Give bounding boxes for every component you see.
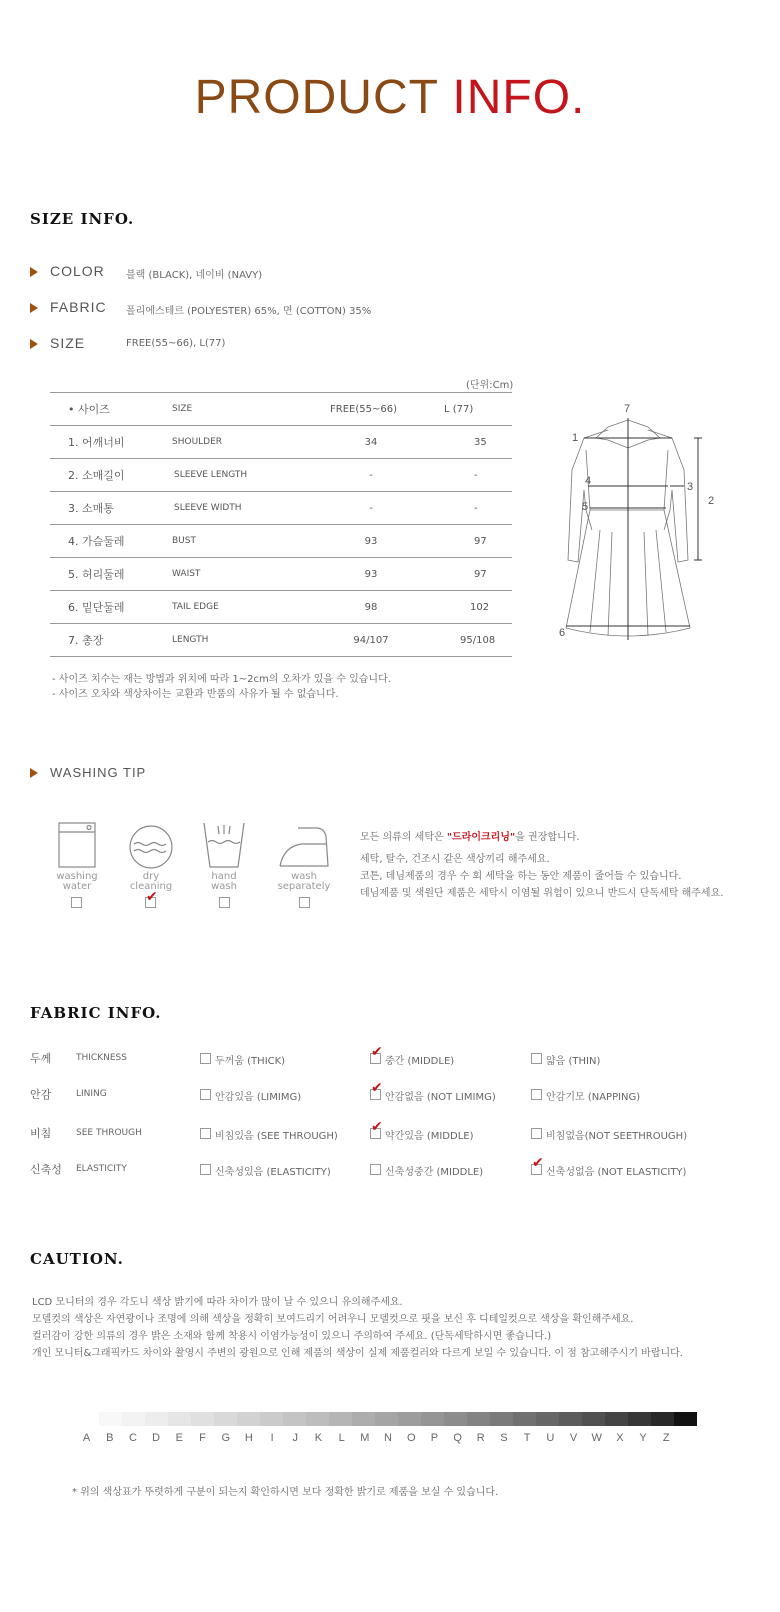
gray-swatch (559, 1412, 582, 1426)
washing-water-checkbox[interactable] (71, 897, 82, 908)
table-row: 3. 소매통 SLEEVE WIDTH - - (50, 492, 512, 525)
gray-letter: X (616, 1432, 624, 1444)
check-mark-icon: ✔ (371, 1044, 383, 1060)
fabric-option-label: 비침없음(NOT SEETHROUGH) (546, 1131, 688, 1142)
gray-letter: V (569, 1432, 578, 1444)
check-mark-icon: ✔ (371, 1080, 383, 1096)
wash-separately-checkbox[interactable] (299, 897, 310, 908)
fabric-option-label: 비침있음 (SEE THROUGH) (215, 1131, 338, 1142)
fabric-row-label-en: THICKNESS (76, 1053, 127, 1063)
gray-letter: C (128, 1432, 137, 1444)
diagram-label: 6 (559, 627, 566, 639)
size-info-heading: SIZE INFO. (30, 210, 135, 228)
fabric-row-label-en: ELASTICITY (76, 1164, 127, 1174)
bullet-triangle-icon (30, 303, 38, 313)
fabric-option-label: 신축성있음 (ELASTICITY) (215, 1167, 331, 1178)
gray-swatch (306, 1412, 329, 1426)
gray-letter: P (430, 1432, 439, 1444)
fabric-option-label: 얇음 (THIN) (546, 1056, 601, 1067)
gray-swatch (352, 1412, 375, 1426)
bullet-triangle-icon (30, 339, 38, 349)
gray-swatch (536, 1412, 559, 1426)
gray-swatch (260, 1412, 283, 1426)
gray-letter: R (476, 1432, 485, 1444)
gray-letter: G (221, 1432, 230, 1444)
fabric-option-label: 신축성중간 (MIDDLE) (385, 1167, 484, 1178)
gray-swatch (168, 1412, 191, 1426)
page-title: PRODUCT INFO. (194, 71, 586, 124)
gray-letter: Q (453, 1432, 462, 1444)
fabric-value: 폴리에스테르 (POLYESTER) 65%, 면 (COTTON) 35% (126, 306, 372, 317)
gray-swatch (651, 1412, 674, 1426)
header-size-kr: • 사이즈 (50, 393, 172, 426)
check-mark-icon: ✔ (146, 889, 158, 905)
gray-swatch (283, 1412, 306, 1426)
check-mark-icon: ✔ (532, 1155, 544, 1171)
fabric-option-checkbox[interactable] (200, 1128, 211, 1139)
fabric-row-label-kr: 안감 (30, 1088, 52, 1101)
size-label: SIZE (50, 335, 86, 351)
gray-letter: I (270, 1432, 274, 1444)
washing-text: 세탁, 탈수, 건조시 같은 색상끼리 해주세요. 코튼, 데님제품의 경우 수 회 세탁을 하는 동안 제품이 줄어들 수 있습니다. 데님제품 및 색원단 제품은 세탁시 이염될 위험이 있으니 반드시 단독세탁 해주세요. (360, 854, 724, 899)
gray-letter: H (244, 1432, 253, 1444)
iron-icon (278, 824, 330, 868)
wash-caption: washing water (56, 871, 98, 892)
bullet-triangle-icon (30, 267, 38, 277)
gray-letter: S (500, 1432, 508, 1444)
fabric-option-checkbox[interactable] (531, 1128, 542, 1139)
fabric-option-checkbox[interactable] (531, 1089, 542, 1100)
gray-letter: A (82, 1432, 91, 1444)
gray-swatch (605, 1412, 628, 1426)
gray-swatch (628, 1412, 651, 1426)
gray-swatch (237, 1412, 260, 1426)
gray-letter: M (360, 1432, 370, 1444)
fabric-row-label-en: LINING (76, 1089, 107, 1099)
gray-swatch (145, 1412, 168, 1426)
grayscale-bar (99, 1412, 697, 1426)
bullet-triangle-icon (30, 768, 38, 778)
fabric-row-label-en: SEE THROUGH (76, 1128, 142, 1138)
fabric-option-label: 안감없음 (NOT LIMIMG) (385, 1092, 496, 1103)
caution-footnote: * 위의 색상표가 뚜렷하게 구분이 되는지 확인하시면 보다 정확한 밝기로 제품을 보실 수 있습니다. (72, 1487, 499, 1498)
dress-diagram (550, 400, 720, 650)
grayscale-letters (75, 1432, 678, 1444)
gray-letter: T (523, 1432, 531, 1444)
diagram-label: 2 (708, 495, 715, 507)
fabric-info-heading: FABRIC INFO. (30, 1004, 162, 1022)
gray-swatch (467, 1412, 490, 1426)
gray-swatch (444, 1412, 467, 1426)
caution-heading: CAUTION. (30, 1250, 124, 1268)
diagram-label: 1 (572, 432, 579, 444)
gray-swatch (329, 1412, 352, 1426)
header-free: FREE(55~66) (312, 393, 430, 426)
fabric-option-label: 안감기모 (NAPPING) (546, 1092, 641, 1103)
check-mark-icon: ✔ (371, 1119, 383, 1135)
header-large: L (77) (430, 393, 512, 426)
gray-swatch (99, 1412, 122, 1426)
gray-letter: Y (639, 1432, 647, 1444)
size-value: FREE(55~66), L(77) (126, 338, 226, 349)
gray-letter: B (106, 1432, 114, 1444)
wash-caption: wash separately (277, 871, 331, 892)
washing-tip-heading: WASHING TIP (50, 765, 147, 780)
gray-swatch (513, 1412, 536, 1426)
hand-wash-checkbox[interactable] (219, 897, 230, 908)
gray-swatch (582, 1412, 605, 1426)
color-value: 블랙 (BLACK), 네이비 (NAVY) (126, 270, 263, 281)
fabric-row-label-kr: 신축성 (30, 1163, 62, 1176)
gray-swatch (421, 1412, 444, 1426)
size-table (50, 392, 512, 657)
color-label: COLOR (50, 263, 105, 279)
fabric-option-checkbox[interactable] (200, 1164, 211, 1175)
gray-letter: N (384, 1432, 392, 1444)
header-size-en: SIZE (172, 393, 312, 426)
fabric-option-label: 두꺼움 (THICK) (215, 1056, 286, 1067)
washing-recommend-text: 모든 의류의 세탁은 "드라이크리닝"을 권장합니다. (360, 832, 580, 843)
gray-swatch (490, 1412, 513, 1426)
size-note: - 사이즈 오차와 색상차이는 교환과 반품의 사유가 될 수 없습니다. (52, 689, 339, 700)
table-row: 4. 가슴둘레 BUST 93 97 (50, 525, 512, 558)
caution-text: LCD 모니터의 경우 각도니 색상 밝기에 따라 차이가 많이 날 수 있으니 유의해주세요. 모델컷의 색상은 자연광이나 조명에 의해 색상을 정확히 보여드리기 어려우니 모델컷으로 핏을 보신 후 디테일컷으로 색상을 확인해주세요. 컬러감이 강한 의류의 경우 밝은 소재와 함께 착용시 이염가능성이 있으니 주의하여 주세요. (단독세탁하시면 좋습니다.) 개인 모니터&그래픽카드 차이와 촬영시 주변의 광원으로 인해 제품의 색상이 실제 제품컬러와 다르게 보일 수 있습니다. 이 점 참고해주시기 바랍니다. (32, 1297, 683, 1359)
fabric-label: FABRIC (50, 299, 107, 315)
fabric-option-checkbox[interactable] (200, 1053, 211, 1064)
fabric-option-checkbox[interactable] (200, 1089, 211, 1100)
gray-letter: W (591, 1432, 602, 1444)
fabric-option-label: 약간있음 (MIDDLE) (385, 1131, 474, 1142)
washing-machine-icon (56, 822, 98, 868)
diagram-label: 3 (687, 481, 694, 493)
table-row: 7. 총장 LENGTH 94/107 95/108 (50, 624, 512, 657)
gray-letter: L (338, 1432, 345, 1444)
wash-caption: hand wash (211, 871, 237, 892)
fabric-row-label-kr: 비침 (30, 1127, 52, 1140)
table-row: 5. 허리둘레 WAIST 93 97 (50, 558, 512, 591)
table-header-row (50, 393, 512, 426)
fabric-option-label: 중간 (MIDDLE) (385, 1056, 455, 1067)
gray-swatch (191, 1412, 214, 1426)
fabric-option-checkbox[interactable] (531, 1053, 542, 1064)
gray-letter: K (314, 1432, 323, 1444)
hand-wash-icon (202, 822, 246, 868)
unit-label: (단위:Cm) (466, 380, 514, 391)
diagram-label: 5 (582, 501, 589, 513)
gray-letter: D (152, 1432, 161, 1444)
wash-caption: dry cleaning (129, 871, 173, 892)
dry-cleaning-icon (128, 824, 174, 870)
gray-letter: J (292, 1432, 299, 1444)
size-note: - 사이즈 치수는 재는 방법과 위치에 따라 1~2cm의 오차가 있을 수 있습니다. (52, 674, 391, 685)
gray-letter: F (199, 1432, 206, 1444)
table-row: 6. 밑단둘레 TAIL EDGE 98 102 (50, 591, 512, 624)
diagram-label: 4 (585, 475, 592, 487)
gray-swatch (398, 1412, 421, 1426)
fabric-option-label: 안감있음 (LIMIMG) (215, 1092, 302, 1103)
fabric-option-label: 신축성없음 (NOT ELASTICITY) (546, 1167, 687, 1178)
table-row: 2. 소매길이 SLEEVE LENGTH - - (50, 459, 512, 492)
gray-letter: U (546, 1432, 555, 1444)
gray-letter: Z (662, 1432, 670, 1444)
gray-swatch (122, 1412, 145, 1426)
table-row: 1. 어깨너비 SHOULDER 34 35 (50, 426, 512, 459)
fabric-row-label-kr: 두께 (30, 1052, 52, 1065)
diagram-label: 7 (624, 403, 631, 415)
gray-letter: O (406, 1432, 416, 1444)
gray-letter: E (175, 1432, 184, 1444)
gray-swatch (674, 1412, 697, 1426)
gray-swatch (375, 1412, 398, 1426)
fabric-option-checkbox[interactable] (370, 1164, 381, 1175)
gray-swatch (214, 1412, 237, 1426)
